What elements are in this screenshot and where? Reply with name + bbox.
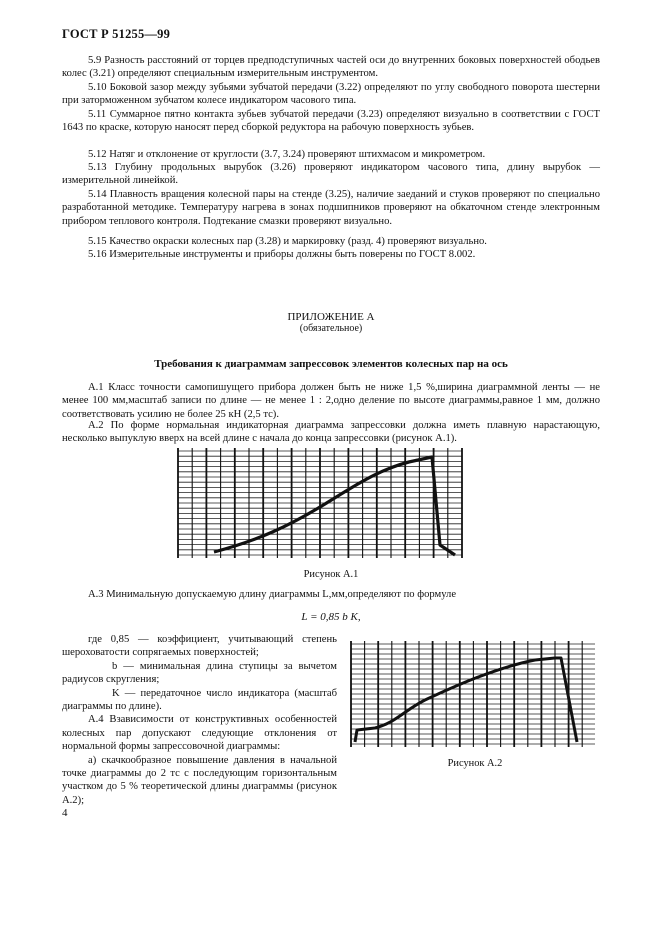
paragraph-text: 5.9 Разность расстояний от торцев предподступичных частей оси до внутренних боковых поверхностей ободьев колес (3.21) определяют специальным измерительным инструментом. (62, 55, 600, 80)
appendix-title: ПРИЛОЖЕНИЕ А (287, 311, 375, 323)
appendix-heading: Требования к диаграммам запрессовок элементов колесных пар на ось (154, 358, 508, 370)
pressing-curve-with-jump (355, 658, 577, 742)
figure-a1-caption: Рисунок А.1 (303, 569, 359, 580)
paragraph-text: 5.11 Суммарное пятно контакта зубьев зубчатой передачи (3.23) определяют визуально в соответствии с ГОСТ 1643 по краске, которую наносят перед сборкой редуктора на рабочую поверхность зубьев. (62, 109, 600, 134)
paragraph-5-15 (62, 235, 600, 248)
paragraph-text: 5.13 Глубину продольных вырубок (3.26) проверяют индикатором часового типа, длину вырубок — измерительной линейкой. (62, 162, 600, 187)
explanation-line: где 0,85 — коэффициент, учитывающий степень шероховатости сопрягаемых поверхностей; (62, 634, 337, 659)
paragraph-text: А.1 Класс точности самопишущего прибора должен быть не ниже 1,5 %,ширина диаграммной ленты — не менее 100 мм,масштаб записи по длине — не менее 1 : 2,одно деление по высоте диаграммы,равное 1 мм, должно соответствовать усилию не более 25 кН (2,5 тс). (62, 382, 600, 420)
paragraph-a1 (62, 381, 600, 421)
appendix-subtitle: (обязательное) (299, 323, 363, 334)
standard-header: ГОСТ Р 51255—99 (62, 27, 171, 41)
explanation-line: b — минимальная длина ступицы за вычетом радиусов скругления; (62, 660, 337, 686)
figure-a1-diagram (170, 445, 470, 560)
paragraph-text: 5.14 Плавность вращения колесной пары на стенде (3.25), наличие заеданий и стуков проверяют по специально разработанной методике. Температуру нагрева в зонах подшипников проверяют на обкаточном стенде электронным прибором теплового контроля. Подтекание смазки проверяют визуально. (62, 189, 600, 227)
figure-a2-caption: Рисунок А.2 (447, 758, 503, 769)
formula: L = 0,85 b K, (301, 611, 361, 623)
paragraph-5-13 (62, 161, 600, 188)
paragraph-text: 5.15 Качество окраски колесных пар (3.28) и маркировку (разд. 4) проверяют визуально. (88, 236, 487, 247)
paragraph-text: 5.12 Натяг и отклонение от круглости (3.7, 3.24) проверяют штихмасом и микрометром. (88, 149, 486, 160)
paragraph-a2 (62, 419, 600, 446)
diagram-grid (178, 448, 462, 558)
paragraph-5-10 (62, 81, 600, 108)
paragraph-text: 5.16 Измерительные инструменты и приборы должны быть поверены по ГОСТ 8.002. (88, 249, 476, 260)
page-number: 4 (62, 807, 68, 819)
paragraph-text: А.2 По форме нормальная индикаторная диаграмма запрессовки должна иметь плавную нарастающую, несколько выпуклую вверх на всей длине с начала до конца запрессовки (рисунок А.1). (62, 420, 600, 445)
paragraph-5-9 (62, 54, 600, 81)
formula-explanation (62, 633, 337, 807)
paragraph-text: А.3 Минимальную допускаемую длину диаграммы L,мм,определяют по формуле (88, 589, 457, 600)
paragraph-text: 5.10 Боковой зазор между зубьями зубчатой передачи (3.22) определяют по углу свободного поворота шестерни при заторможенном зубчатом колесе индикатором часового типа. (62, 82, 600, 107)
paragraph-a4a: а) скачкообразное повышение давления в начальной точке диаграммы до 2 тс с последующим горизонтальным участком до 5 % теоретической длины диаграммы (рисунок А.2); (62, 754, 337, 806)
paragraph-5-12 (62, 148, 600, 161)
paragraph-5-16 (62, 248, 600, 261)
figure-a2-diagram (345, 638, 600, 750)
paragraph-5-11 (62, 108, 600, 135)
paragraph-a3 (62, 588, 600, 601)
explanation-line: K — передаточное число индикатора (масштаб диаграммы по длине). (62, 687, 337, 713)
paragraph-a4: А.4 Взависимости от конструктивных особенностей колесных пар допускают следующие отклонения от нормальной формы запрессовочной диаграммы: (62, 714, 337, 753)
paragraph-5-14 (62, 188, 600, 228)
